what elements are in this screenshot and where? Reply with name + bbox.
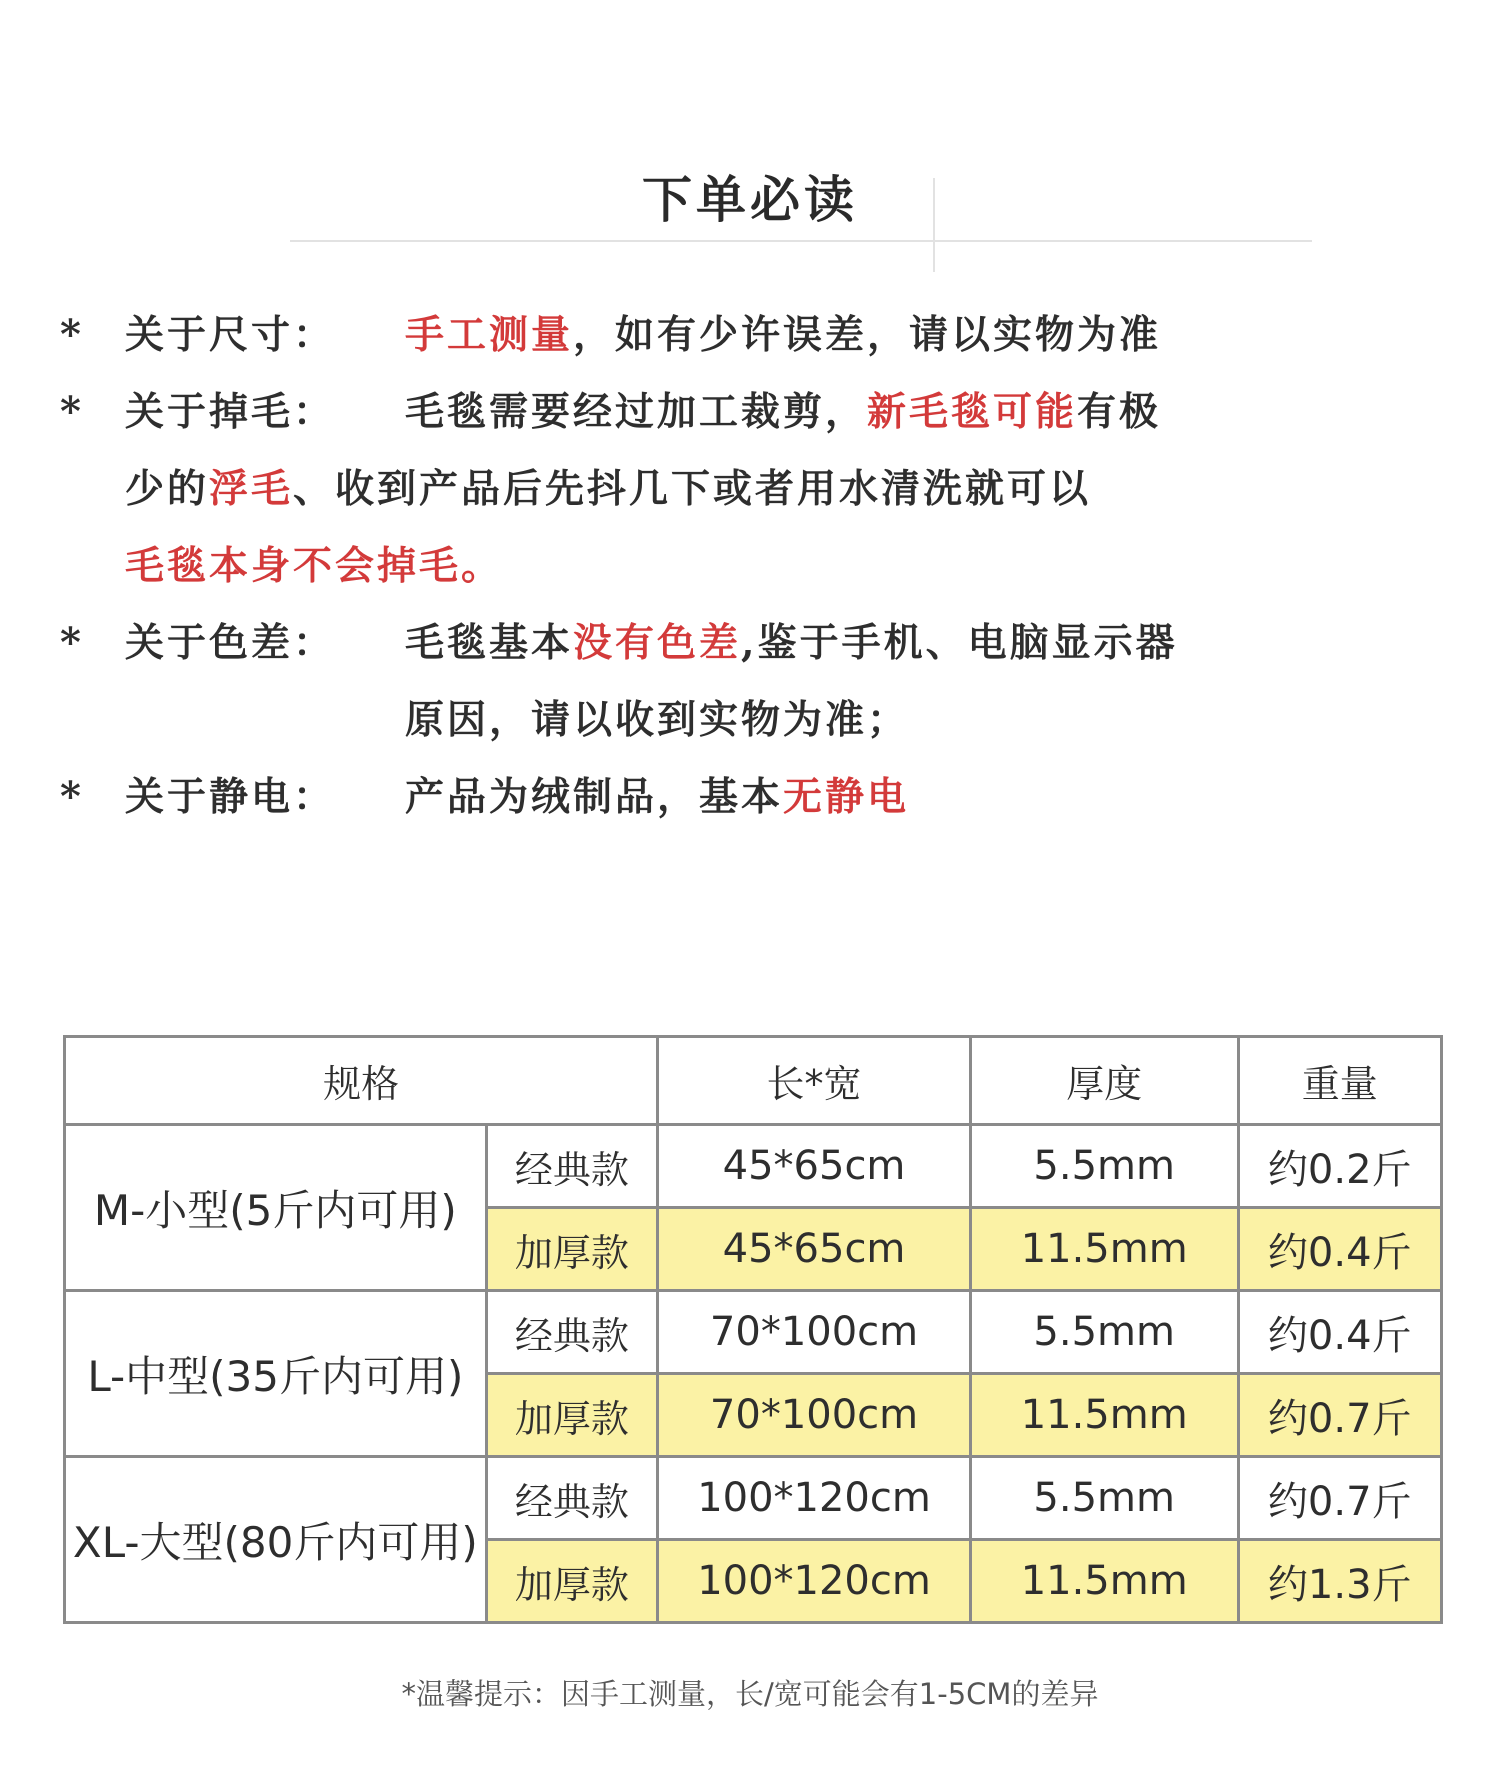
notice-text: 浮毛: [209, 466, 294, 512]
style-cell: 经典款: [486, 1125, 658, 1208]
thickness-cell: 5.5mm: [970, 1457, 1238, 1540]
weight-cell: 约0.7斤: [1238, 1374, 1442, 1457]
notice-content: [405, 690, 909, 750]
weight-cell: 约0.2斤: [1238, 1125, 1442, 1208]
dims-cell: 100*120cm: [658, 1540, 971, 1623]
dims-cell: 70*100cm: [658, 1291, 971, 1374]
thickness-cell: 11.5mm: [970, 1208, 1238, 1291]
notice-label: 关于色差：: [125, 620, 336, 666]
weight-cell: 约0.7斤: [1238, 1457, 1442, 1540]
weight-cell: 约0.4斤: [1238, 1291, 1442, 1374]
thickness-cell: 11.5mm: [970, 1540, 1238, 1623]
dims-cell: 100*120cm: [658, 1457, 971, 1540]
notice-content: [125, 459, 1091, 519]
page-title: 下单必读: [642, 170, 858, 229]
footnote: *温馨提示：因手工测量，长/宽可能会有1-5CM的差异: [401, 1677, 1099, 1711]
style-cell: 加厚款: [486, 1374, 658, 1457]
notice-content: [405, 613, 1178, 673]
header-cell: 规格: [65, 1037, 658, 1125]
notice-text: ，如有少许误差，请以实物为准: [573, 312, 1162, 358]
thickness-cell: 5.5mm: [970, 1125, 1238, 1208]
notice-text: 原因，请以收到实物为准；: [405, 697, 910, 743]
dims-cell: 45*65cm: [658, 1208, 971, 1291]
notice-text: 毛毯本身不会掉毛。: [125, 543, 504, 589]
style-cell: 加厚款: [486, 1208, 658, 1291]
asterisk-bullet: *: [60, 388, 81, 435]
notice-text: 有极: [1077, 389, 1162, 435]
notice-text: 少的: [125, 466, 210, 512]
notice-text: 没有色差: [573, 620, 742, 666]
table-header-row: [65, 1037, 1442, 1125]
size-cell: L-中型(35斤内可用): [65, 1291, 487, 1457]
notice-text: 毛毯需要经过加工裁剪，: [405, 389, 868, 435]
asterisk-bullet: *: [60, 619, 81, 666]
table-row: [65, 1291, 1442, 1374]
spec-table: [63, 1035, 1443, 1624]
notice-label: 关于掉毛：: [125, 389, 336, 435]
notice-content: [405, 382, 1161, 442]
header-cell: 长*宽: [658, 1037, 971, 1125]
dims-cell: 45*65cm: [658, 1125, 971, 1208]
notice-label: 关于静电：: [125, 774, 336, 820]
weight-cell: 约0.4斤: [1238, 1208, 1442, 1291]
notice-label: 关于尺寸：: [125, 312, 336, 358]
thickness-cell: 11.5mm: [970, 1374, 1238, 1457]
weight-cell: 约1.3斤: [1238, 1540, 1442, 1623]
notice-text: 新毛毯可能: [867, 389, 1078, 435]
style-cell: 经典款: [486, 1457, 658, 1540]
header-cell: 重量: [1238, 1037, 1442, 1125]
notice-content: [405, 767, 909, 827]
size-cell: XL-大型(80斤内可用): [65, 1457, 487, 1623]
size-cell: M-小型(5斤内可用): [65, 1125, 487, 1291]
style-cell: 加厚款: [486, 1540, 658, 1623]
table-row: [65, 1125, 1442, 1208]
style-cell: 经典款: [486, 1291, 658, 1374]
asterisk-bullet: *: [60, 773, 81, 820]
title-divider-tick: [933, 178, 935, 272]
title-divider: [290, 240, 1312, 242]
notice-text: 产品为绒制品，基本: [405, 774, 784, 820]
notice-text: ,鉴于手机、电脑显示器: [741, 620, 1178, 666]
notice-text: 、收到产品后先抖几下或者用水清洗就可以: [293, 466, 1092, 512]
notice-text: 无静电: [783, 774, 910, 820]
asterisk-bullet: *: [60, 311, 81, 358]
thickness-cell: 5.5mm: [970, 1291, 1238, 1374]
notice-text: 手工测量: [405, 312, 574, 358]
header-cell: 厚度: [970, 1037, 1238, 1125]
table-row: [65, 1457, 1442, 1540]
notice-content: [405, 305, 1161, 365]
notice-text: 毛毯基本: [405, 620, 574, 666]
dims-cell: 70*100cm: [658, 1374, 971, 1457]
notice-content: [125, 536, 503, 596]
